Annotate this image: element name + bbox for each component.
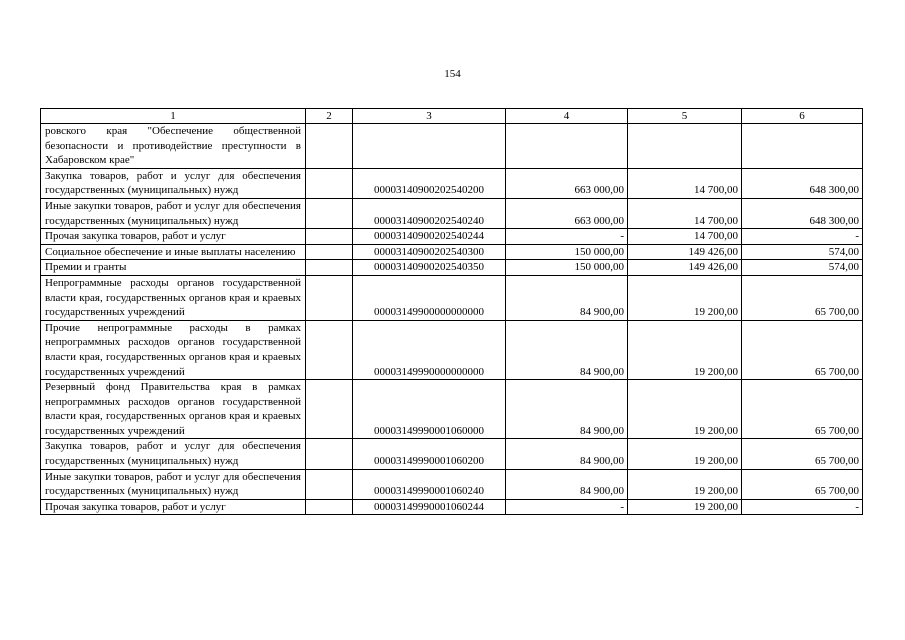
col2-cell — [306, 380, 353, 439]
budget-code: 00003140900202540350 — [353, 260, 506, 276]
page-number: 154 — [444, 68, 461, 80]
amount-col6: 65 700,00 — [742, 439, 863, 469]
table-row — [41, 260, 863, 276]
col2-cell — [306, 499, 353, 515]
amount-col5: 14 700,00 — [628, 198, 742, 228]
amount-col5: 19 200,00 — [628, 469, 742, 499]
item-name: Иные закупки товаров, работ и услуг для обеспечения государственных (муниципальных) нужд — [41, 198, 306, 228]
table-row — [41, 168, 863, 198]
amount-col5: 149 426,00 — [628, 244, 742, 260]
col2-cell — [306, 260, 353, 276]
header-cell-3: 3 — [353, 109, 506, 124]
amount-col5: 19 200,00 — [628, 320, 742, 379]
amount-col5 — [628, 124, 742, 169]
item-name: Прочая закупка товаров, работ и услуг — [41, 229, 306, 245]
amount-col6: 648 300,00 — [742, 198, 863, 228]
col2-cell — [306, 168, 353, 198]
amount-col6: 574,00 — [742, 244, 863, 260]
amount-col4: 84 900,00 — [506, 320, 628, 379]
col2-cell — [306, 124, 353, 169]
header-cell-1: 1 — [41, 109, 306, 124]
item-name: Резервный фонд Правительства края в рамках непрограммных расходов органов государственной власти края, государственных органов края и краевых государственных учреждений — [41, 380, 306, 439]
amount-col5: 149 426,00 — [628, 260, 742, 276]
budget-code: 00003149990000000000 — [353, 320, 506, 379]
item-name: Непрограммные расходы органов государственной власти края, государственных органов края и краевых государственных учреждений — [41, 275, 306, 320]
item-name: Закупка товаров, работ и услуг для обеспечения государственных (муниципальных) нужд — [41, 439, 306, 469]
amount-col6: 65 700,00 — [742, 469, 863, 499]
amount-col4: - — [506, 229, 628, 245]
amount-col6: - — [742, 229, 863, 245]
amount-col6: 574,00 — [742, 260, 863, 276]
table-row — [41, 439, 863, 469]
amount-col5: 19 200,00 — [628, 380, 742, 439]
amount-col6: 648 300,00 — [742, 168, 863, 198]
amount-col4 — [506, 124, 628, 169]
amount-col6: - — [742, 499, 863, 515]
amount-col4: 84 900,00 — [506, 275, 628, 320]
amount-col6: 65 700,00 — [742, 320, 863, 379]
item-name: ровского края "Обеспечение общественной безопасности и противодействие преступности в Хабаровском крае" — [41, 124, 306, 169]
amount-col4: 84 900,00 — [506, 439, 628, 469]
budget-code: 00003140900202540200 — [353, 168, 506, 198]
amount-col4: 663 000,00 — [506, 168, 628, 198]
amount-col6: 65 700,00 — [742, 275, 863, 320]
table-row — [41, 275, 863, 320]
amount-col5: 19 200,00 — [628, 439, 742, 469]
budget-code: 00003149990001060240 — [353, 469, 506, 499]
header-cell-4: 4 — [506, 109, 628, 124]
table-row — [41, 229, 863, 245]
item-name: Прочая закупка товаров, работ и услуг — [41, 499, 306, 515]
budget-code: 00003149990001060244 — [353, 499, 506, 515]
budget-code: 00003149990001060000 — [353, 380, 506, 439]
amount-col5: 19 200,00 — [628, 275, 742, 320]
table-row — [41, 244, 863, 260]
table-row — [41, 320, 863, 379]
item-name: Иные закупки товаров, работ и услуг для обеспечения государственных (муниципальных) нужд — [41, 469, 306, 499]
header-cell-2: 2 — [306, 109, 353, 124]
header-row — [41, 109, 863, 124]
table-row — [41, 124, 863, 169]
budget-code — [353, 124, 506, 169]
col2-cell — [306, 469, 353, 499]
amount-col4: 84 900,00 — [506, 380, 628, 439]
amount-col4: 150 000,00 — [506, 244, 628, 260]
col2-cell — [306, 320, 353, 379]
budget-code: 00003140900202540244 — [353, 229, 506, 245]
budget-code: 00003149900000000000 — [353, 275, 506, 320]
table-row — [41, 469, 863, 499]
amount-col6 — [742, 124, 863, 169]
amount-col4: 663 000,00 — [506, 198, 628, 228]
item-name: Премии и гранты — [41, 260, 306, 276]
item-name: Социальное обеспечение и иные выплаты населению — [41, 244, 306, 260]
table-row — [41, 380, 863, 439]
budget-table — [40, 108, 863, 515]
amount-col5: 14 700,00 — [628, 168, 742, 198]
amount-col4: 84 900,00 — [506, 469, 628, 499]
col2-cell — [306, 229, 353, 245]
col2-cell — [306, 244, 353, 260]
item-name: Закупка товаров, работ и услуг для обеспечения государственных (муниципальных) нужд — [41, 168, 306, 198]
item-name: Прочие непрограммные расходы в рамках непрограммных расходов органов государственной власти края, государственных органов края и краевых государственных учреждений — [41, 320, 306, 379]
table-row — [41, 499, 863, 515]
col2-cell — [306, 275, 353, 320]
col2-cell — [306, 439, 353, 469]
header-cell-6: 6 — [742, 109, 863, 124]
amount-col4: 150 000,00 — [506, 260, 628, 276]
budget-code: 00003140900202540240 — [353, 198, 506, 228]
col2-cell — [306, 198, 353, 228]
table-row — [41, 198, 863, 228]
amount-col5: 19 200,00 — [628, 499, 742, 515]
header-cell-5: 5 — [628, 109, 742, 124]
amount-col5: 14 700,00 — [628, 229, 742, 245]
budget-code: 00003140900202540300 — [353, 244, 506, 260]
budget-code: 00003149990001060200 — [353, 439, 506, 469]
amount-col6: 65 700,00 — [742, 380, 863, 439]
amount-col4: - — [506, 499, 628, 515]
